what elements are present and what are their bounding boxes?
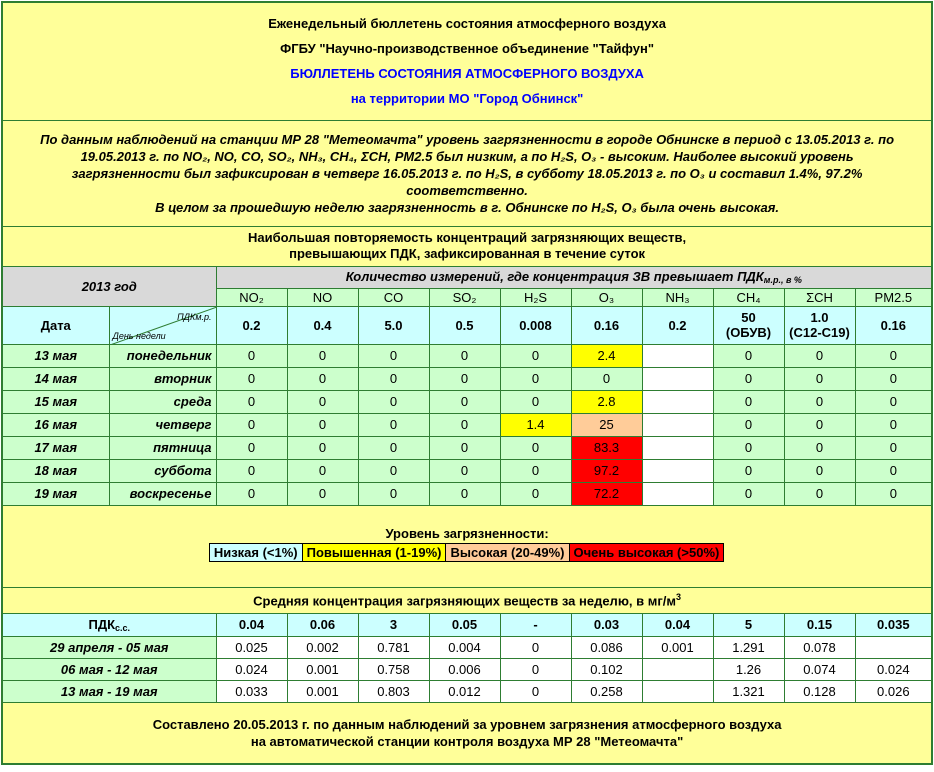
pdk-mr-value: 0.16 bbox=[571, 306, 642, 344]
table-cell: 0 bbox=[358, 482, 429, 505]
daily-rows bbox=[2, 344, 932, 505]
pdk-ss-value: 0.04 bbox=[216, 613, 287, 636]
table-row bbox=[2, 436, 932, 459]
pollutant-header: CH₄ bbox=[713, 288, 784, 306]
weekly-rows bbox=[2, 636, 932, 702]
table-cell: 0.086 bbox=[571, 636, 642, 658]
row-date: 14 мая bbox=[2, 367, 109, 390]
pdk-mr-value: 0.5 bbox=[429, 306, 500, 344]
pdk-mr-value: 0.008 bbox=[500, 306, 571, 344]
table-cell: 0 bbox=[287, 413, 358, 436]
pdk-mr-value: 0.4 bbox=[287, 306, 358, 344]
table-cell: 0.001 bbox=[287, 680, 358, 702]
table-row bbox=[2, 390, 932, 413]
table-cell bbox=[642, 482, 713, 505]
row-date: 17 мая bbox=[2, 436, 109, 459]
table-cell: 0 bbox=[500, 344, 571, 367]
row-weekday: четверг bbox=[109, 413, 216, 436]
table-cell: 0 bbox=[287, 367, 358, 390]
bulletin-header bbox=[2, 2, 932, 120]
table-cell: 25 bbox=[571, 413, 642, 436]
table-cell: 1.26 bbox=[713, 658, 784, 680]
table-cell: 97.2 bbox=[571, 459, 642, 482]
table-cell: 1.321 bbox=[713, 680, 784, 702]
table-cell: 0.004 bbox=[429, 636, 500, 658]
table-cell: 0 bbox=[429, 367, 500, 390]
table-cell: 0 bbox=[713, 413, 784, 436]
table-cell bbox=[642, 413, 713, 436]
table-row bbox=[2, 413, 932, 436]
table-cell: 0 bbox=[287, 459, 358, 482]
summary-line-3: загрязненности был зафиксирован в четверг 16.05.2013 г. по H₂S, в субботу 18.05.2013 г. по O₃ и составил 1.4%, 97.2% bbox=[71, 165, 863, 181]
row-date: 18 мая bbox=[2, 459, 109, 482]
table-cell: 0 bbox=[855, 390, 932, 413]
table-cell: 0 bbox=[358, 459, 429, 482]
table-cell: 0 bbox=[784, 436, 855, 459]
pdk-mr-value-number: 50 bbox=[741, 310, 756, 325]
bulletin-territory: на территории МО "Город Обнинск" bbox=[350, 91, 584, 107]
table-cell: 0 bbox=[216, 459, 287, 482]
pollutant-header: O₃ bbox=[571, 288, 642, 306]
table-cell: 1.291 bbox=[713, 636, 784, 658]
pdk-mr-value bbox=[784, 306, 855, 344]
table-cell: 0 bbox=[784, 459, 855, 482]
pollutant-header: NO bbox=[287, 288, 358, 306]
row-date: 19 мая bbox=[2, 482, 109, 505]
footer-line-1: Составлено 20.05.2013 г. по данным наблюдений за уровнем загрязнения атмосферного воздуха bbox=[152, 716, 782, 732]
table-cell bbox=[642, 459, 713, 482]
pdk-ss-label: $ПДК_{с.с.}$ bbox=[2, 613, 216, 636]
pollutant-header: SO₂ bbox=[429, 288, 500, 306]
pollutant-header: ΣCH bbox=[784, 288, 855, 306]
repeat-title-line-2: превышающих ПДК, зафиксированная в течение суток bbox=[289, 246, 646, 261]
table-row bbox=[2, 636, 932, 658]
table-cell: 0 bbox=[358, 390, 429, 413]
pdk-mr-corner-label: ПДКм.р. bbox=[177, 311, 212, 322]
pdk-mr-value bbox=[713, 306, 784, 344]
table-cell: 0 bbox=[713, 367, 784, 390]
summary-line-2: 19.05.2013 г. по NO₂, NO, CO, SO₂, NH₃, CH₄, ΣCH, PM2.5 был низким, а по H₂S, O₃ - высоким. Наиболее высокий уровень bbox=[80, 148, 854, 164]
table-cell: 2.4 bbox=[571, 344, 642, 367]
pdk-ss-value: 0.04 bbox=[642, 613, 713, 636]
table-cell: 0 bbox=[429, 436, 500, 459]
table-cell: 0.012 bbox=[429, 680, 500, 702]
table-cell: 0.258 bbox=[571, 680, 642, 702]
row-date: 15 мая bbox=[2, 390, 109, 413]
table-row bbox=[2, 482, 932, 505]
row-date: 16 мая bbox=[2, 413, 109, 436]
pollutant-header: NO₂ bbox=[216, 288, 287, 306]
repeat-title-line-1: Наибольшая повторяемость концентраций загрязняющих веществ, bbox=[248, 230, 687, 245]
pdk-ss-value: 0.06 bbox=[287, 613, 358, 636]
summary-line-4: соответственно. bbox=[406, 182, 528, 198]
table-cell: 0 bbox=[855, 459, 932, 482]
mean-title: Средняя концентрация загрязняющих веществ за неделю, в $мг/м^3$ bbox=[2, 587, 932, 613]
pollutant-header: PM2.5 bbox=[855, 288, 932, 306]
table-row bbox=[2, 658, 932, 680]
legend-elevated: Повышенная (1-19%) bbox=[302, 543, 447, 562]
legend-very-high: Очень высокая (>50%) bbox=[569, 543, 725, 562]
table-cell: 0 bbox=[429, 459, 500, 482]
table-row bbox=[2, 459, 932, 482]
pdk-mr-value-number: 1.0 bbox=[810, 310, 829, 325]
bulletin-table bbox=[1, 1, 933, 765]
table-cell: 0 bbox=[784, 367, 855, 390]
pdk-mr-value: 0.2 bbox=[642, 306, 713, 344]
pdk-mr-value-note: (ОБУВ) bbox=[725, 325, 772, 340]
table-cell bbox=[855, 636, 932, 658]
table-cell: 0.102 bbox=[571, 658, 642, 680]
table-cell: 0.128 bbox=[784, 680, 855, 702]
table-row bbox=[2, 344, 932, 367]
legend-high: Высокая (20-49%) bbox=[445, 543, 569, 562]
table-cell: 0 bbox=[358, 413, 429, 436]
pdk-ss-value: 5 bbox=[713, 613, 784, 636]
table-cell: 0 bbox=[429, 482, 500, 505]
summary-line-5: В целом за прошедшую неделю загрязненность в г. Обнинске по H₂S, O₃ была очень высокая. bbox=[155, 199, 780, 215]
table-cell: 0 bbox=[713, 482, 784, 505]
table-cell: 0 bbox=[358, 367, 429, 390]
diagonal-header-cell bbox=[109, 306, 216, 344]
pdk-ss-value: 3 bbox=[358, 613, 429, 636]
pdk-ss-value: 0.05 bbox=[429, 613, 500, 636]
pollutant-header: H₂S bbox=[500, 288, 571, 306]
table-cell: 0 bbox=[216, 344, 287, 367]
table-cell: 0 bbox=[713, 436, 784, 459]
table-cell: 0.006 bbox=[429, 658, 500, 680]
pollutant-header: CO bbox=[358, 288, 429, 306]
table-cell: 0 bbox=[713, 459, 784, 482]
row-weekday: среда bbox=[109, 390, 216, 413]
table-cell: 0 bbox=[713, 344, 784, 367]
row-period: 13 мая - 19 мая bbox=[2, 680, 216, 702]
date-label: Дата bbox=[2, 306, 109, 344]
footer-line-2: на автоматической станции контроля воздуха МР 28 "Метеомачта" bbox=[250, 733, 684, 749]
header-line-2: ФГБУ "Научно-производственное объединение "Тайфун" bbox=[280, 41, 654, 57]
table-cell: 0.758 bbox=[358, 658, 429, 680]
pdk-mr-value-note: (C12-C19) bbox=[789, 325, 850, 340]
table-cell: 0 bbox=[784, 413, 855, 436]
table-row bbox=[2, 367, 932, 390]
pollutant-header: NH₃ bbox=[642, 288, 713, 306]
table-cell: 0 bbox=[855, 413, 932, 436]
table-cell: 0 bbox=[500, 680, 571, 702]
row-period: 06 мая - 12 мая bbox=[2, 658, 216, 680]
table-cell: 0 bbox=[216, 482, 287, 505]
footer-note bbox=[2, 702, 932, 764]
table-cell: 0 bbox=[287, 390, 358, 413]
table-cell: 0 bbox=[784, 482, 855, 505]
legend-low: Низкая (<1%) bbox=[209, 543, 303, 562]
summary-line-1: По данным наблюдений на станции МР 28 "Метеомачта" уровень загрязненности в городе Обнинске в период с 13.05.2013 г. по bbox=[40, 131, 895, 147]
table-cell: 0 bbox=[287, 344, 358, 367]
table-cell: 0 bbox=[784, 344, 855, 367]
table-cell: 0.002 bbox=[287, 636, 358, 658]
table-cell: 0 bbox=[287, 436, 358, 459]
count-header: Количество измерений, где концентрация ЗВ превышает $ПДК_{м.р., в \%}$ bbox=[216, 266, 932, 288]
table-cell: 0 bbox=[429, 390, 500, 413]
table-cell: 0 bbox=[216, 413, 287, 436]
table-cell: 0 bbox=[855, 482, 932, 505]
year-label: 2013 год bbox=[2, 266, 216, 306]
table-cell: 0.025 bbox=[216, 636, 287, 658]
table-cell: 0.078 bbox=[784, 636, 855, 658]
pdk-ss-value: - bbox=[500, 613, 571, 636]
table-cell: 0.024 bbox=[855, 658, 932, 680]
pdk-mr-value: 0.2 bbox=[216, 306, 287, 344]
table-cell: 0 bbox=[500, 436, 571, 459]
bulletin-title: БЮЛЛЕТЕНЬ СОСТОЯНИЯ АТМОСФЕРНОГО ВОЗДУХА bbox=[290, 66, 644, 82]
table-cell: 0 bbox=[571, 367, 642, 390]
table-cell: 0.026 bbox=[855, 680, 932, 702]
table-cell: 0.074 bbox=[784, 658, 855, 680]
table-cell: 0 bbox=[216, 367, 287, 390]
repeat-title bbox=[2, 226, 932, 266]
pdk-ss-value: 0.03 bbox=[571, 613, 642, 636]
table-cell: 0.024 bbox=[216, 658, 287, 680]
row-period: 29 апреля - 05 мая bbox=[2, 636, 216, 658]
pdk-ss-value: 0.035 bbox=[855, 613, 932, 636]
table-cell: 0 bbox=[500, 390, 571, 413]
table-cell: 0 bbox=[216, 390, 287, 413]
pdk-mr-value: 0.16 bbox=[855, 306, 932, 344]
table-cell bbox=[642, 436, 713, 459]
table-cell bbox=[642, 367, 713, 390]
pdk-ss-value: 0.15 bbox=[784, 613, 855, 636]
header-line-1: Еженедельный бюллетень состояния атмосферного воздуха bbox=[268, 16, 666, 32]
table-cell: 0 bbox=[500, 636, 571, 658]
table-cell: 0 bbox=[713, 390, 784, 413]
table-cell: 2.8 bbox=[571, 390, 642, 413]
weekday-corner-label: День недели bbox=[112, 330, 166, 341]
table-cell: 0 bbox=[855, 367, 932, 390]
table-cell: 0 bbox=[429, 413, 500, 436]
table-cell: 0.803 bbox=[358, 680, 429, 702]
table-cell bbox=[642, 390, 713, 413]
table-cell: 72.2 bbox=[571, 482, 642, 505]
table-cell: 0.001 bbox=[642, 636, 713, 658]
pdk-ss-row bbox=[2, 613, 932, 636]
table-cell: 0 bbox=[429, 344, 500, 367]
pdk-mr-row bbox=[2, 306, 932, 344]
table-cell: 0 bbox=[358, 436, 429, 459]
legend-block bbox=[2, 505, 932, 587]
table-cell: 0 bbox=[855, 436, 932, 459]
row-weekday: воскресенье bbox=[109, 482, 216, 505]
table-cell: 0 bbox=[287, 482, 358, 505]
table-cell: 0 bbox=[500, 482, 571, 505]
table-row bbox=[2, 680, 932, 702]
table-cell: 0 bbox=[784, 390, 855, 413]
table-cell: 0 bbox=[500, 658, 571, 680]
table-cell: 0 bbox=[358, 344, 429, 367]
table-cell: 0 bbox=[216, 436, 287, 459]
table-cell: 0.001 bbox=[287, 658, 358, 680]
table-cell bbox=[642, 344, 713, 367]
row-weekday: понедельник bbox=[109, 344, 216, 367]
legend bbox=[210, 543, 725, 562]
row-weekday: вторник bbox=[109, 367, 216, 390]
table-cell: 0.033 bbox=[216, 680, 287, 702]
pdk-mr-value: 5.0 bbox=[358, 306, 429, 344]
row-weekday: пятница bbox=[109, 436, 216, 459]
table-cell bbox=[642, 680, 713, 702]
table-cell: 0.781 bbox=[358, 636, 429, 658]
table-cell: 83.3 bbox=[571, 436, 642, 459]
row-weekday: суббота bbox=[109, 459, 216, 482]
row-date: 13 мая bbox=[2, 344, 109, 367]
table-cell: 1.4 bbox=[500, 413, 571, 436]
table-cell bbox=[642, 658, 713, 680]
table-cell: 0 bbox=[500, 459, 571, 482]
table-cell: 0 bbox=[855, 344, 932, 367]
summary-paragraph bbox=[2, 120, 932, 226]
legend-title: Уровень загрязненности: bbox=[385, 526, 549, 541]
table-cell: 0 bbox=[500, 367, 571, 390]
